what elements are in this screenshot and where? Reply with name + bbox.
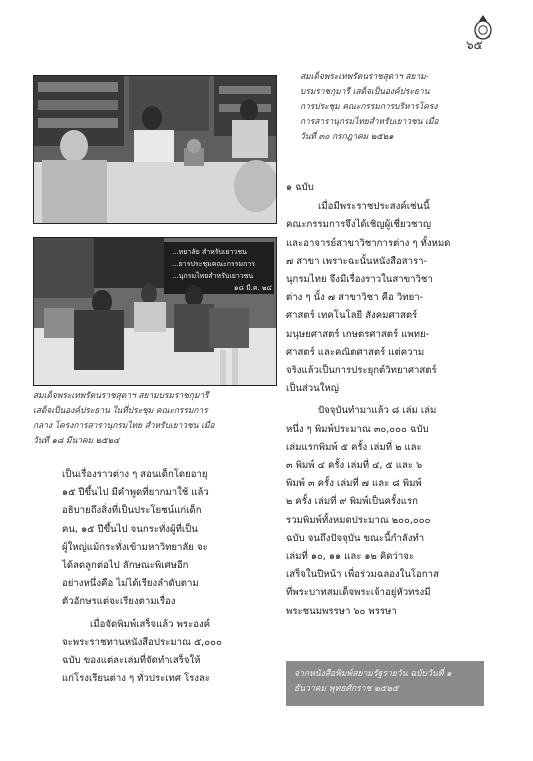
caption-line: การประชุม คณะกรรมการบริหารโครง — [300, 101, 438, 111]
text-line: เป็นเรื่องราวต่าง ๆ สอนเด็กโดยอายุ — [62, 469, 208, 480]
text-line: เล่มแรกพิมพ์ ๕ ครั้ง เล่มที่ ๒ และ — [286, 441, 422, 453]
text-line: จะพระราชทานหนังสือประมาณ ๕,๐๐๐ — [62, 636, 222, 648]
caption-line: บรมราชกุมารี เสด็จเป็นองค์ประธาน — [300, 86, 430, 96]
text-line: แก่โรงเรียนต่าง ๆ ทั่วประเทศ โรงละ — [62, 673, 211, 685]
caption-line: วันที่ ๓๐ กรกฎาคม ๒๕๒๑ — [300, 131, 394, 141]
citation-line: ธันวาคม พุทธศักราช ๒๕๒๕ — [294, 684, 399, 694]
text-line: เสร็จในปีหน้า เพื่อร่วมฉลองในโอกาส — [286, 569, 439, 581]
text-line: ๗ สาขา เพราะฉะนั้นหนังสือสารา- — [286, 255, 428, 267]
text-line: ๒ ครั้ง เล่มที่ ๙ พิมพ์เป็นครั้งแรก — [286, 496, 418, 508]
caption-line: เสด็จเป็นองค์ประธาน ในที่ประชุม คณะกรรมการ — [33, 405, 208, 415]
text-line: รวมพิมพ์ทั้งหมดประมาณ ๒๐๐,๐๐๐ — [286, 514, 431, 526]
caption-line: วันที่ ๑๘ มีนาคม ๒๕๒๔ — [33, 435, 120, 445]
citation-line: จากหนังสือพิมพ์สยามรัฐรายวัน ฉบับวันที่ ๑ — [294, 669, 452, 679]
text-line: ได้ลดลูกต่อไป ลักษณะพิเศษอีก — [62, 560, 189, 572]
text-line: ๑๕ ปีขึ้นไป มีคำพูดที่ยากมาใช้ แล้ว — [62, 487, 209, 499]
caption-line: สมเด็จพระเทพรัตนราชสุดาฯ สยาม- — [300, 71, 429, 81]
text-line: ตัวอักษรแต่จะเรียงตามเรื่อง — [62, 596, 176, 608]
text-line: มนุษยศาสตร์ เกษตรศาสตร์ แพทย- — [286, 328, 430, 340]
text-line: และอาจารย์สาขาวิชาการต่าง ๆ ทั้งหมด — [286, 237, 451, 249]
caption-line: กลาง โครงการสารานุกรมไทย สำหรับเยาวชน เมื่อ — [33, 420, 215, 430]
text-line: จริงแล้วเป็นการประยุกต์วิทยาศาสตร์ — [286, 365, 437, 377]
committee-meeting-photo — [33, 237, 277, 386]
text-line: ที่พระบาทสมเด็จพระเจ้าอยู่หัวทรงมี — [286, 587, 431, 599]
left-text-column — [62, 466, 278, 688]
text-line: ๓ พิมพ์ ๔ ครั้ง เล่มที่ ๔, ๕ และ ๖ — [286, 460, 423, 472]
text-line: เล่มที่ ๑๐, ๑๑ และ ๑๒ คิดว่าจะ — [286, 551, 415, 563]
text-line: อย่างหนึ่งคือ ไม่ได้เรียงลำดับตาม — [62, 578, 199, 590]
royal-meeting-photo — [33, 75, 277, 224]
text-line: ศาสตร์ และคณิตศาสตร์ แต่ความ — [286, 346, 425, 358]
text-line: เป็นส่วนใหญ่ — [286, 383, 339, 395]
text-line: ต่าง ๆ นั้ง ๗ สาขาวิชา คือ วิทยา- — [286, 292, 424, 304]
text-line: อธิบายถึงสิ่งที่เป็นประโยชน์แก่เด็ก — [62, 505, 202, 517]
text-line: เมื่อมีพระราชประสงค์เช่นนี้ — [318, 201, 430, 213]
text-line: ปัจจุบันทำมาแล้ว ๘ เล่ม เล่ม — [318, 405, 437, 417]
banner-line: ...นุกรมไทยสำหรับเยาวชน — [172, 272, 254, 280]
caption-line: สมเด็จพระเทพรัตนราชสุดาฯ สยามบรมราชกุมารี — [33, 390, 209, 400]
page-number: ๖๕ — [466, 38, 483, 52]
photo-caption-2 — [33, 388, 273, 448]
banner-line: ...ทยาลัย สำหรับเยาวชน — [172, 248, 247, 256]
text-line: ศาสตร์ เทคโนโลยี สังคมศาสตร์ — [286, 310, 418, 322]
banner-line: ...ยารประชุมคณะกรรมการ — [172, 260, 256, 268]
text-line: คณะกรรมการจึงได้เชิญผู้เชี่ยวชาญ — [286, 219, 432, 231]
caption-line: การสารานุกรมไทยสำหรับเยาวชน เมื่อ — [300, 116, 439, 126]
text-line: ฉบับ จนถึงปัจจุบัน ขณะนี้กำลังทำ — [286, 532, 425, 544]
text-line: เมื่อจัดพิมพ์เสร็จแล้ว พระองค์ — [90, 618, 211, 630]
section-heading: ๑ ฉบับ — [286, 182, 314, 193]
right-text-column — [286, 179, 482, 621]
photo-caption-1 — [300, 69, 476, 144]
text-line: ผู้ใหญ่แม้กระทั่งเข้ามหาวิทยาลัย จะ — [62, 541, 208, 553]
text-line: พิมพ์ ๓ ครั้ง เล่มที่ ๗ และ ๘ พิมพ์ — [286, 478, 422, 490]
banner-line: ๑๘ มี.ค. ๒๔ — [234, 284, 272, 292]
text-line: ฉบับ ของแต่ละเล่มที่จัดทำเสร็จให้ — [62, 655, 201, 667]
source-citation-box — [286, 661, 484, 706]
text-line: พระชนมพรรษา ๖๐ พรรษา — [286, 605, 397, 617]
text-line: หนึ่ง ๆ พิมพ์ประมาณ ๓๐,๐๐๐ ฉบับ — [286, 423, 429, 435]
text-line: คน, ๑๕ ปีขึ้นไป จนกระทั่งผู้ที่เป็น — [62, 523, 198, 535]
text-line: นุกรมไทย จึงมีเรื่องราวในสาขาวิชา — [286, 274, 433, 286]
